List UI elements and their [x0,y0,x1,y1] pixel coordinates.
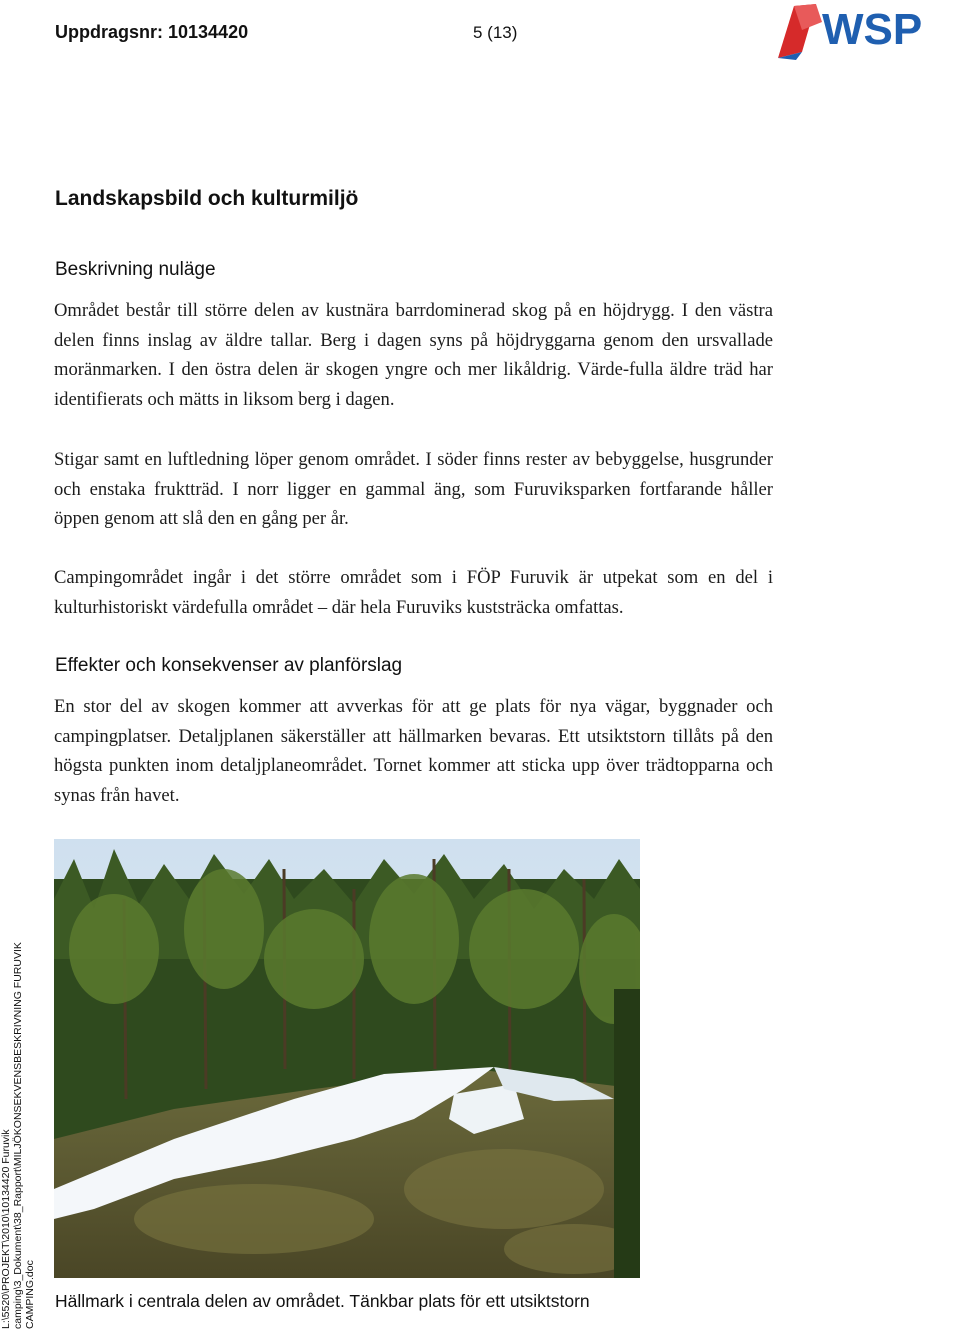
file-path-line: L:\5520\PROJEKT\2010\10134420 Furuvik [0,1129,12,1329]
figure-caption: Hällmark i centrala delen av området. Tänkbar plats för ett utsiktstorn [55,1291,590,1311]
file-path-line: camping\3_Dokument\38_Rapport\MILJÖKONSEKVENSBESKRIVNING FURUVIK [12,942,24,1329]
file-path-line: CAMPING.doc [24,1260,36,1329]
subheading-effects: Effekter och konsekvenser av planförslag [55,655,403,676]
page-title: Landskapsbild och kulturmiljö [55,187,359,210]
subheading-current-state: Beskrivning nuläge [55,259,216,280]
forest-bedrock-photo [54,839,640,1278]
paragraph: Området består till större delen av kustnära barrdominerad skog på en höjdrygg. I den västra delen finns inslag av äldre tallar. Berg i dagen syns på höjdryggarna genom den ursvallade moränmarken. I den östra delen är skogen yngre och mer likåldrig. Värde-fulla äldre träd har identifierats och mätts in liksom berg i dagen. [54,300,773,411]
paragraph: Stigar samt en luftledning löper genom området. I söder finns rester av bebyggelse, husgrunder och enstaka fruktträd. I norr ligger en gammal äng, som Furuviksparken fortfarande håller öppen genom att slå den en gång per år. [54,449,773,530]
paragraph: Campingområdet ingår i det större området som i FÖP Furuvik är utpekat som en del i kulturhistoriskt värdefulla området – där hela Furuviks kuststräcka omfattas. [54,567,773,618]
paragraph: En stor del av skogen kommer att avverkas för att ge plats för nya vägar, byggnader och campingplatser. Detaljplanen säkerställer att hällmarken bevaras. Ett utsiktstorn tillåts på den högsta punkten inom detaljplaneområdet. Tornet kommer att sticka upp över trädtopparna och synas från havet. [54,696,773,807]
file-path [0,909,36,1331]
logo-text: WSP [822,5,923,54]
wsp-logo [772,0,960,62]
assignment-number: Uppdragsnr: 10134420 [55,22,249,42]
page-number: 5 (13) [473,23,518,42]
